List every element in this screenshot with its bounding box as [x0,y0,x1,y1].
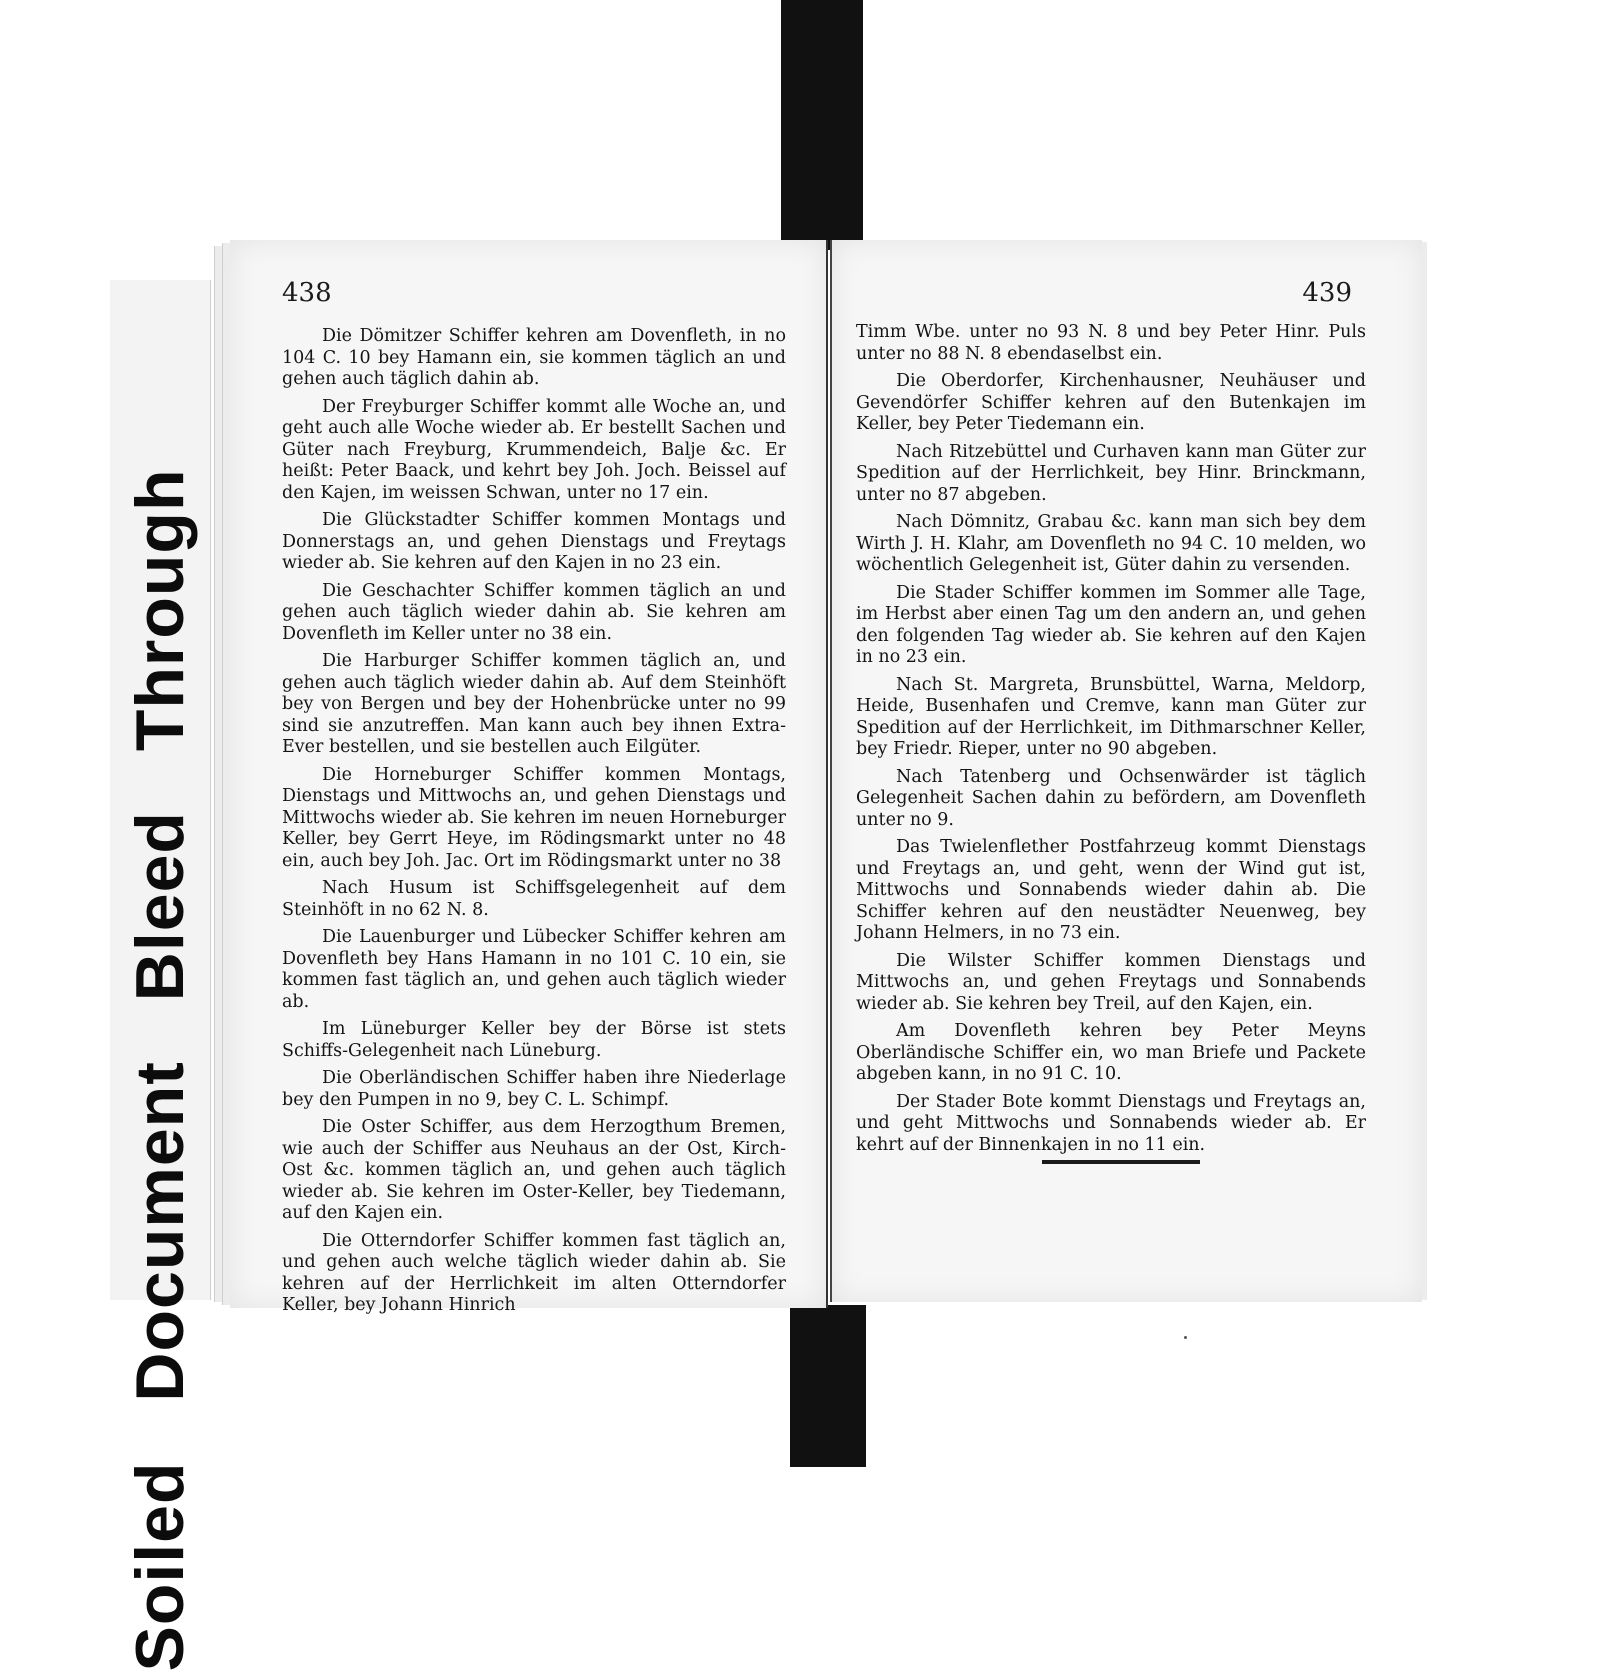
paragraph: Der Freyburger Schiffer kommt alle Woche an, und geht auch alle Woche wieder ab. Er bestellt Sachen und Güter nach Freyburg, Krummendeich, Balje &c. Er heißt: Peter Baack, und kehrt bey Joh. Joch. Beissel auf den Kajen, im weissen Schwan, unter no 17 ein. [282,396,786,503]
right-page [830,240,1422,1302]
paragraph: Die Dömitzer Schiffer kehren am Dovenfleth, in no 104 C. 10 bey Hamann ein, sie kommen täglich an und gehen auch täglich dahin ab. [282,326,786,389]
paragraph: Im Lüneburger Keller bey der Börse ist stets Schiffs-Gelegenheit nach Lüneburg. [282,1019,786,1061]
stamp-label: Soiled Document Bleed Through [122,468,198,1672]
paragraph: Die Lauenburger und Lübecker Schiffer kehren am Dovenfleth bey Hans Hamann in no 101 C. 10 ein, sie kommen fast täglich an, und gehen auch täglich wieder ab. [282,927,786,1012]
paragraph: Nach Ritzebüttel und Curhaven kann man Güter zur Spedition auf der Herrlichkeit, bey Hinr. Brinckmann, unter no 87 abgeben. [856,441,1366,505]
paragraph: Die Oberländischen Schiffer haben ihre Niederlage bey den Pumpen in no 9, bey C. L. Schimpf. [282,1068,786,1110]
text-column [282,326,786,1323]
paragraph: Die Horneburger Schiffer kommen Montags, Dienstags und Mittwochs an, und gehen Dienstags und Mittwochs wieder ab. Sie kehren im neuen Horneburger Keller, bey Gerrt Heye, im Rödingsmarkt unter no 48 ein, auch bey Joh. Jac. Ort im Rödingsmarkt unter no 38 [282,764,786,871]
paragraph: Nach Tatenberg und Ochsenwärder ist täglich Gelegenheit Sachen dahin zu befördern, am Dovenfleth unter no 9. [856,766,1366,830]
paragraph: Am Dovenfleth kehren bey Peter Meyns Oberländische Schiffer ein, wo man Briefe und Packete abgeben kann, in no 91 C. 10. [856,1021,1366,1084]
paragraph: Nach Husum ist Schiffsgelegenheit auf dem Steinhöft in no 62 N. 8. [282,878,786,920]
text-column [856,322,1366,1162]
paragraph: Die Oster Schiffer, aus dem Herzogthum Bremen, wie auch der Schiffer aus Neuhaus an der Ost, Kirch-Ost &c. kommen täglich an, und gehen auch täglich wieder ab. Sie kehren im Oster-Keller, bey Tiedemann, auf den Kajen ein. [282,1117,786,1223]
dust-speck [1184,1336,1187,1339]
left-page [230,240,828,1315]
spine-shadow-top [781,0,863,250]
paragraph: Das Twielenflether Postfahrzeug kommt Dienstags und Freytags an, und geht, wenn der Wind gut ist, Mittwochs und Sonnabends wieder dahin ab. Die Schiffer kehren auf den neustädter Neuenweg, bey Johann Helmers, in no 73 ein. [856,837,1366,943]
paragraph: Die Geschachter Schiffer kommen täglich an und gehen auch täglich wieder dahin ab. Sie kehren am Dovenfleth im Keller unter no 38 ein. [282,580,786,644]
page-number: 439 [1302,278,1352,308]
paragraph: Die Glückstadter Schiffer kommen Montags und Donnerstags an, und gehen Dienstags und Freytags wieder ab. Sie kehren auf den Kajen in no 23 ein. [282,510,786,573]
paragraph: Die Stader Schiffer kommen im Sommer alle Tage, im Herbst aber einen Tag um den andern an, und gehen den folgenden Tag wieder ab. Sie kehren auf den Kajen in no 23 ein. [856,582,1366,667]
paragraph: Nach St. Margreta, Brunsbüttel, Warna, Meldorp, Heide, Busenhafen und Cremve, kann man Güter zur Spedition auf der Herrlichkeit, im Dithmarschner Keller, bey Friedr. Rieper, unter no 90 abgeben. [856,674,1366,759]
paragraph: Die Otterndorfer Schiffer kommen fast täglich an, und gehen auch welche täglich wieder dahin ab. Sie kehren auf der Herrlichkeit im alten Otterndorfer Keller, bey Johann Hinrich [282,1230,786,1315]
spine-shadow-bottom [790,1305,866,1467]
paragraph: Die Oberdorfer, Kirchenhausner, Neuhäuser und Gevendörfer Schiffer kehren auf den Butenkajen im Keller, bey Peter Tiedemann ein. [856,371,1366,434]
end-rule [1042,1160,1200,1164]
page-number: 438 [282,278,332,308]
paragraph: Der Stader Bote kommt Dienstags und Freytags an, und geht Mittwochs und Sonnabends wieder ab. Er kehrt auf der Binnenkajen in no 11 ein. [856,1091,1366,1155]
paragraph: Nach Dömnitz, Grabau &c. kann man sich bey dem Wirth J. H. Klahr, am Dovenfleth no 94 C. 10 melden, wo wöchentlich Gelegenheit ist, Güter dahin zu versenden. [856,512,1366,575]
archival-stamp [110,280,211,1672]
paragraph: Timm Wbe. unter no 93 N. 8 und bey Peter Hinr. Puls unter no 88 N. 8 ebendaselbst ein. [856,322,1366,364]
paragraph: Die Harburger Schiffer kommen täglich an, und gehen auch täglich wieder dahin ab. Auf dem Steinhöft bey von Bergen und bey der Hohenbrücke unter no 99 sind sie anzutreffen. Man kann auch bey ihnen Extra-Ever bestellen, und sie bestellen auch Eilgüter. [282,651,786,757]
paragraph: Die Wilster Schiffer kommen Dienstags und Mittwochs an, und gehen Freytags und Sonnabends wieder ab. Sie kehren bey Treil, auf den Kajen, ein. [856,950,1366,1014]
